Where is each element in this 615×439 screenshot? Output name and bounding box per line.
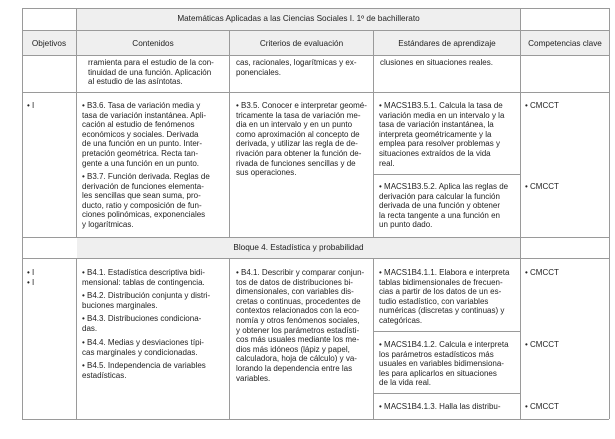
cell-line: dios más idóneos (lápiz y papel,	[236, 344, 350, 354]
row1-objetivos	[27, 101, 34, 111]
row2-competencia-3: • CMCCT	[525, 402, 559, 411]
row2-contenidos-b44	[82, 338, 204, 357]
cell-line: • I	[27, 268, 35, 277]
row2-contenidos-b43	[82, 314, 201, 333]
cell-line: • MACS1B4.1.1. Elabora e interpreta	[379, 268, 510, 277]
cell-line: • B3.5. Conocer e interpretar geomé-	[236, 101, 367, 110]
cell-line: tablas bidimensionales de frecuen-	[379, 277, 503, 287]
cell-line: • B4.5. Independencia de variables	[82, 361, 206, 370]
cell-line: cación al estudio de fenómenos	[82, 120, 195, 130]
cell-line: tinuidad de una función. Aplicación	[88, 67, 212, 77]
cell-line: estadísticas.	[82, 370, 127, 380]
rule-col3-a	[373, 30, 374, 237]
cell-line: contextos relacionados con la eco-	[236, 306, 360, 316]
cell-line: das.	[82, 323, 98, 333]
cell-line: tasa de variación instantánea. Apli-	[82, 110, 207, 120]
cell-line: ponenciales.	[236, 67, 281, 77]
cell-line: derivada, y utilizar las regla de de-	[236, 139, 358, 149]
row1-contenidos-b36	[82, 101, 206, 168]
cell-line: tricamente la tasa de variación me-	[236, 110, 361, 120]
row2-contenidos-b42	[82, 291, 210, 310]
cell-line: categóricas.	[379, 315, 423, 325]
cell-line: cretas o continuas, procedentes de	[236, 296, 361, 306]
cell-line: dia en un intervalo y en un punto	[236, 120, 353, 130]
cell-line: • I	[27, 101, 35, 110]
cell-line: la recta tangente a una función en	[379, 210, 500, 220]
rule-col3-b	[373, 258, 374, 419]
cell-line: un punto dado.	[379, 220, 433, 230]
cell-line: y logarítmicas.	[82, 219, 134, 229]
cell-line: cos más usuales mediante los me-	[236, 335, 360, 345]
cell-line: • B4.1. Estadística descriptiva bidi-	[82, 268, 205, 277]
cell-line: clusiones en situaciones reales.	[380, 58, 493, 67]
cell-line: ducto, ratio y composición de fun-	[82, 200, 202, 210]
cell-line: real.	[379, 158, 395, 168]
cell-line: usuales en variables bidimensiona-	[379, 359, 504, 369]
row1-estandar-2	[379, 182, 508, 230]
row2-contenidos-b45	[82, 361, 206, 380]
cell-line: nomía y otros fenómenos sociales,	[236, 315, 360, 325]
rule-left	[22, 8, 23, 419]
cell-line: cias a partir de los datos de un es-	[379, 287, 502, 297]
cell-line: • MACS1B4.1.3. Halla las distribu-	[379, 402, 501, 411]
row1-competencia-1: • CMCCT	[525, 101, 559, 110]
cell-line: y obtener los parámetros estadísti-	[236, 325, 360, 335]
cell-line: emplea para resolver problemas y	[379, 139, 500, 149]
cell-line: dimensionales, con variables dis-	[236, 287, 354, 297]
cell-line: al estudio de las asíntotas.	[88, 77, 183, 87]
rule-est-split-3	[373, 393, 520, 394]
cell-line: sus operaciones.	[236, 168, 297, 178]
rule-col1-a	[76, 30, 77, 237]
cell-line: les sencillas que sean suma, pro-	[82, 191, 201, 201]
row2-estandar-1	[379, 268, 509, 326]
cell-line: • MACS1B4.1.2. Calcula e interpreta	[379, 340, 509, 349]
cell-line: tudio estadístico, con variables	[379, 296, 489, 306]
rule-est-split-2	[373, 331, 520, 332]
row1-contenidos-b37	[82, 172, 210, 230]
cell-line: de la vida real.	[379, 378, 432, 388]
row1-criterios	[236, 101, 367, 178]
cell-line: rramienta para el estudio de la con-	[88, 58, 214, 67]
cell-line: tasa de variación instantánea, la	[379, 120, 494, 130]
cell-line: buciones marginales.	[82, 300, 158, 310]
cell-line: mensional: tablas de contingencia.	[82, 277, 205, 287]
bloque4-heading: Bloque 4. Estadística y probabilidad	[233, 243, 364, 252]
header-competencias: Competencias clave	[528, 39, 602, 48]
cell-line: como aproximación al concepto de	[236, 129, 360, 139]
rule-col1-b	[76, 258, 77, 419]
rule-col2-b	[229, 258, 230, 419]
cell-line: los parámetros estadísticos más	[379, 349, 494, 359]
header-estandares: Estándares de aprendizaje	[398, 39, 496, 48]
cell-line: • B3.7. Función derivada. Reglas de	[82, 172, 210, 181]
row2-competencia-2: • CMCCT	[525, 340, 559, 349]
cell-line: interpreta geométricamente y la	[379, 129, 492, 139]
rule-est-split-1	[373, 174, 520, 175]
cell-line: rivación para obtener la función de-	[236, 148, 362, 158]
row1-estandar-1	[379, 101, 504, 168]
cell-line: de una función en un punto. Inter-	[82, 139, 203, 149]
cell-line: • B4.1. Describir y comparar conjun-	[236, 268, 365, 277]
table-title: Matemáticas Aplicadas a las Ciencias Sociales I. 1º de bachillerato	[177, 14, 420, 23]
cell-line: • B4.3. Distribuciones condiciona-	[82, 314, 202, 323]
row0-estandares	[380, 58, 493, 68]
cell-line: económicos y sociales. Derivada	[82, 129, 199, 139]
cell-line: derivación de funciones elementa-	[82, 181, 204, 191]
header-objetivos: Objetivos	[31, 39, 67, 48]
row0-criterios	[236, 58, 357, 77]
row2-contenidos-b41	[82, 268, 205, 287]
cell-line: pretación geométrica. Recta tan-	[82, 148, 199, 158]
cell-line: • B4.4. Medias y desviaciones típi-	[82, 338, 204, 347]
rule-bottom	[22, 419, 609, 420]
cell-line: numéricas (discretas y continuas) y	[379, 306, 505, 316]
cell-line: gente a una función en un punto.	[82, 158, 199, 168]
cell-line: variación media en un intervalo y la	[379, 110, 505, 120]
row2-criterios	[236, 268, 364, 383]
cell-line: derivación para calcular la función	[379, 191, 500, 201]
cell-line: • B4.2. Distribución conjunta y distri-	[82, 291, 211, 300]
cell-line: rivada de funciones sencillas y de	[236, 158, 356, 168]
rule-right	[609, 8, 610, 419]
rule-col4	[520, 8, 521, 419]
cell-line: ciones polinómicas, exponenciales	[82, 210, 206, 220]
cell-line: cas, racionales, logarítmicas y ex-	[236, 58, 357, 67]
row2-competencia-1: • CMCCT	[525, 268, 559, 277]
cell-line: les para aplicarlos en situaciones	[379, 368, 497, 378]
rule-col2-a	[229, 30, 230, 237]
cell-line: variables.	[236, 373, 271, 383]
row2-estandar-2	[379, 340, 509, 388]
row0-contenidos	[88, 58, 214, 87]
cell-line: lorando la dependencia entre las	[236, 363, 353, 373]
row1-competencia-2: • CMCCT	[525, 182, 559, 191]
header-criterios: Criterios de evaluación	[259, 39, 344, 48]
header-contenidos: Contenidos	[132, 39, 174, 48]
cell-line: situaciones extraídos de la vida	[379, 148, 491, 158]
row2-estandar-3	[379, 402, 501, 412]
cell-line: cas marginales y condicionadas.	[82, 347, 198, 357]
cell-line: • I	[27, 277, 35, 287]
row2-objetivos	[27, 268, 34, 287]
cell-line: • B3.6. Tasa de variación media y	[82, 101, 201, 110]
cell-line: derivada de una función y obtener	[379, 201, 500, 211]
cell-line: • MACS1B3.5.1. Calcula la tasa de	[379, 101, 503, 110]
cell-line: calculadora, hoja de cálculo) y va-	[236, 354, 357, 364]
cell-line: tos de datos de distribuciones bi-	[236, 277, 353, 287]
cell-line: • MACS1B3.5.2. Aplica las reglas de	[379, 182, 509, 191]
